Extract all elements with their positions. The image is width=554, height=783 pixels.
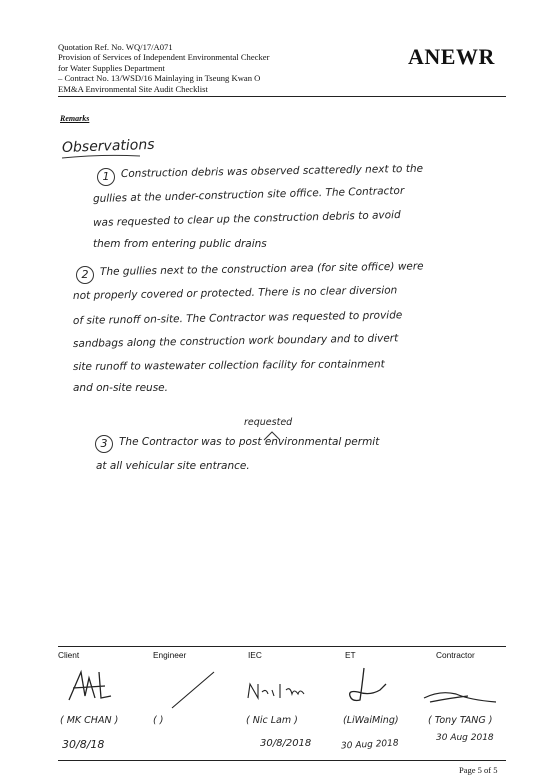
header-line-contract: – Contract No. 13/WSD/16 Mainlaying in Tseung Kwan O — [58, 73, 261, 84]
iec-name: ( Nic Lam ) — [246, 715, 298, 726]
et-date: 30 Aug 2018 — [340, 738, 399, 752]
item-2-line-5: site runoff to wastewater collection facility for containment — [72, 358, 385, 373]
sig-head-engineer: Engineer — [153, 650, 187, 660]
signature-top-rule — [58, 646, 506, 647]
item-2-line-3: of site runoff on-site. The Contractor was requested to provide — [72, 309, 403, 327]
contractor-name: ( Tony TANG ) — [428, 715, 493, 726]
item-1-line-1: Construction debris was observed scatteredly next to the — [120, 162, 424, 180]
header-divider — [58, 96, 506, 97]
contractor-signature — [420, 684, 500, 706]
item-2-line-6: and on-site reuse. — [73, 382, 168, 394]
header-line-department: for Water Supplies Department — [58, 62, 165, 73]
observations-underline — [62, 154, 142, 160]
item-3-line-1: The Contractor was to post environmental permit — [119, 436, 380, 448]
sig-head-client: Client — [58, 650, 80, 660]
observations-title: Observations — [61, 136, 155, 156]
engineer-name: ( ) — [153, 715, 164, 726]
page-number: Page 5 of 5 — [459, 765, 498, 775]
et-signature — [340, 666, 390, 710]
signature-bottom-rule — [58, 760, 506, 761]
engineer-strike-line — [168, 668, 218, 712]
client-name: ( MK CHAN ) — [60, 715, 119, 726]
sig-head-contractor: Contractor — [436, 650, 475, 660]
header-line-provision: Provision of Services of Independent Environmental Checker — [58, 52, 270, 63]
company-logo: ANEWR — [408, 44, 495, 69]
et-name: (LiWaiMing) — [343, 715, 399, 726]
item-2-line-1: The gullies next to the construction area (for site office) were — [99, 260, 424, 278]
item-3-line-2: at all vehicular site entrance. — [96, 460, 250, 472]
item-1-number: 1 — [97, 168, 115, 186]
iec-signature — [246, 680, 308, 702]
header-line-checklist: EM&A Environmental Site Audit Checklist — [58, 83, 208, 94]
item-3-number: 3 — [95, 435, 113, 453]
remarks-label: Remarks — [60, 114, 90, 123]
item-1-line-4: them from entering public drains — [93, 238, 267, 250]
client-signature — [65, 668, 115, 704]
item-3-inserted-word: requested — [244, 417, 293, 428]
contractor-date: 30 Aug 2018 — [436, 733, 494, 743]
sig-head-iec: IEC — [248, 650, 262, 660]
header-line-quotation: Quotation Ref. No. WQ/17/A071 — [58, 42, 173, 52]
item-2-number: 2 — [76, 266, 94, 284]
document-header — [58, 42, 269, 94]
item-1-line-3: was requested to clear up the construction debris to avoid — [92, 208, 401, 229]
iec-date: 30/8/2018 — [260, 738, 312, 749]
item-1-line-2: gullies at the under-construction site office. The Contractor — [92, 184, 405, 205]
client-date: 30/8/18 — [62, 738, 105, 751]
item-2-line-4: sandbags along the construction work boundary and to divert — [72, 332, 399, 350]
item-2-line-2: not properly covered or protected. There is no clear diversion — [72, 284, 398, 302]
sig-head-et: ET — [345, 650, 356, 660]
